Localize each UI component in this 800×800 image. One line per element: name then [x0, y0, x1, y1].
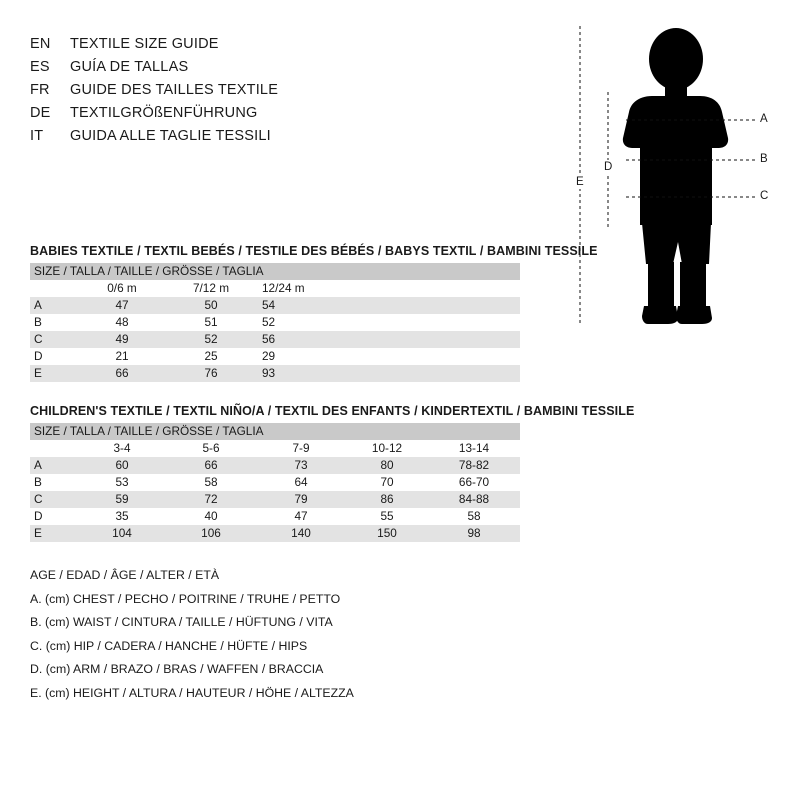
children-cell-a2: 73 — [294, 458, 308, 472]
title-text-es: GUÍA DE TALLAS — [70, 59, 189, 75]
children-cell-c0: 59 — [115, 492, 129, 506]
children-cell-a1: 66 — [204, 458, 218, 472]
table-row — [30, 365, 520, 382]
children-section — [30, 404, 770, 542]
babies-band-row — [30, 263, 520, 280]
legend-item-age: AGE / EDAD / ÂGE / ALTER / ETÀ — [30, 568, 220, 582]
children-col-2: 7-9 — [256, 440, 346, 457]
babies-row-label-d: D — [34, 349, 43, 363]
title-text-fr: GUIDE DES TAILLES TEXTILE — [70, 82, 279, 98]
children-cell-c1: 72 — [204, 492, 218, 506]
children-band-label: SIZE / TALLA / TAILLE / GRÖSSE / TAGLIA — [30, 423, 520, 440]
child-silhouette-icon — [560, 20, 790, 330]
children-cell-e4: 98 — [467, 526, 481, 540]
children-cell-e3: 150 — [377, 526, 397, 540]
babies-row-label-c: C — [34, 332, 43, 346]
children-cell-c3: 86 — [380, 492, 394, 506]
children-header-blank — [30, 440, 78, 457]
table-row — [30, 491, 520, 508]
table-row — [30, 331, 520, 348]
children-cell-a4: 78-82 — [458, 458, 490, 472]
babies-col-2: 12/24 m — [256, 280, 520, 297]
table-row — [30, 348, 520, 365]
title-lang-it: IT — [30, 128, 44, 144]
babies-cell-c0: 49 — [115, 332, 129, 346]
legend-item-arm: D. (cm) ARM / BRAZO / BRAS / WAFFEN / BRACCIA — [30, 662, 324, 676]
children-cell-d2: 47 — [294, 509, 308, 523]
figure-label-a: A — [760, 113, 768, 125]
babies-cell-a0: 47 — [115, 298, 129, 312]
title-text-de: TEXTILGRÖßENFÜHRUNG — [70, 105, 258, 121]
children-row-label-d: D — [34, 509, 43, 523]
children-cell-c4: 84-88 — [458, 492, 490, 506]
title-text-it: GUIDA ALLE TAGLIE TESSILI — [70, 128, 271, 144]
children-cell-e0: 104 — [112, 526, 132, 540]
legend-item-chest: A. (cm) CHEST / PECHO / POITRINE / TRUHE / PETTO — [30, 591, 341, 606]
children-cell-b4: 66-70 — [458, 475, 490, 489]
children-col-0: 3-4 — [78, 440, 166, 457]
children-cell-d1: 40 — [204, 509, 218, 523]
children-cell-a0: 60 — [115, 458, 129, 472]
babies-cell-d0: 21 — [115, 349, 129, 363]
title-lang-de: DE — [30, 105, 51, 121]
babies-cell-b1: 51 — [204, 315, 218, 329]
table-row — [30, 297, 520, 314]
table-row — [30, 314, 520, 331]
babies-table — [30, 263, 520, 382]
children-cell-a3: 80 — [380, 458, 394, 472]
babies-row-label-e: E — [34, 366, 42, 380]
babies-cell-d2: 29 — [262, 349, 276, 363]
babies-cell-a1: 50 — [204, 298, 218, 312]
children-cell-e2: 140 — [291, 526, 311, 540]
title-lang-es: ES — [30, 59, 50, 75]
title-lang-en: EN — [30, 36, 51, 52]
figure-label-b: B — [760, 153, 768, 165]
table-row — [30, 474, 520, 491]
babies-cell-a2: 54 — [262, 298, 276, 312]
children-band-row — [30, 423, 520, 440]
title-lang-fr: FR — [30, 82, 50, 98]
measurement-figure — [560, 20, 790, 330]
babies-cell-e2: 93 — [262, 366, 276, 380]
babies-cell-b2: 52 — [262, 315, 276, 329]
children-row-label-b: B — [34, 475, 42, 489]
babies-heading: BABIES TEXTILE / TEXTIL BEBÉS / TESTILE DES BÉBÉS / BABYS TEXTIL / BAMBINI TESSILE — [30, 244, 598, 258]
babies-band-label: SIZE / TALLA / TAILLE / GRÖSSE / TAGLIA — [30, 263, 520, 280]
children-cell-d3: 55 — [380, 509, 394, 523]
babies-cell-d1: 25 — [204, 349, 218, 363]
babies-cell-c2: 56 — [262, 332, 276, 346]
babies-cell-c1: 52 — [204, 332, 218, 346]
legend-item-height: E. (cm) HEIGHT / ALTURA / HAUTEUR / HÖHE / ALTEZZA — [30, 685, 354, 700]
children-table — [30, 423, 520, 542]
legend-item-hip: C. (cm) HIP / CADERA / HANCHE / HÜFTE / HIPS — [30, 638, 308, 653]
table-row — [30, 457, 520, 474]
figure-label-c: C — [760, 190, 769, 202]
children-cell-e1: 106 — [201, 526, 221, 540]
children-row-label-e: E — [34, 526, 42, 540]
children-cell-b3: 70 — [380, 475, 394, 489]
table-row — [30, 525, 520, 542]
children-header-row — [30, 440, 520, 457]
table-row — [30, 508, 520, 525]
children-col-4: 13-14 — [428, 440, 520, 457]
children-cell-b0: 53 — [115, 475, 129, 489]
children-cell-d0: 35 — [115, 509, 129, 523]
legend-block — [30, 564, 770, 705]
title-text-en: TEXTILE SIZE GUIDE — [70, 36, 219, 52]
children-cell-c2: 79 — [294, 492, 308, 506]
children-row-label-a: A — [34, 458, 42, 472]
babies-header-row — [30, 280, 520, 297]
babies-col-0: 0/6 m — [78, 280, 166, 297]
children-cell-d4: 58 — [467, 509, 481, 523]
babies-row-label-a: A — [34, 298, 42, 312]
children-cell-b2: 64 — [294, 475, 308, 489]
babies-header-blank — [30, 280, 78, 297]
legend-item-waist: B. (cm) WAIST / CINTURA / TAILLE / HÜFTUNG / VITA — [30, 615, 333, 629]
children-heading: CHILDREN'S TEXTILE / TEXTIL NIÑO/A / TEXTIL DES ENFANTS / KINDERTEXTIL / BAMBINI TESSILE — [30, 404, 635, 418]
babies-cell-e0: 66 — [115, 366, 129, 380]
children-col-3: 10-12 — [346, 440, 428, 457]
children-row-label-c: C — [34, 492, 43, 506]
children-cell-b1: 58 — [204, 475, 218, 489]
babies-cell-b0: 48 — [115, 315, 129, 329]
babies-row-label-b: B — [34, 315, 42, 329]
figure-label-e: E — [576, 176, 584, 188]
babies-cell-e1: 76 — [204, 366, 218, 380]
figure-label-d: D — [604, 161, 613, 173]
babies-col-1: 7/12 m — [166, 280, 256, 297]
children-col-1: 5-6 — [166, 440, 256, 457]
